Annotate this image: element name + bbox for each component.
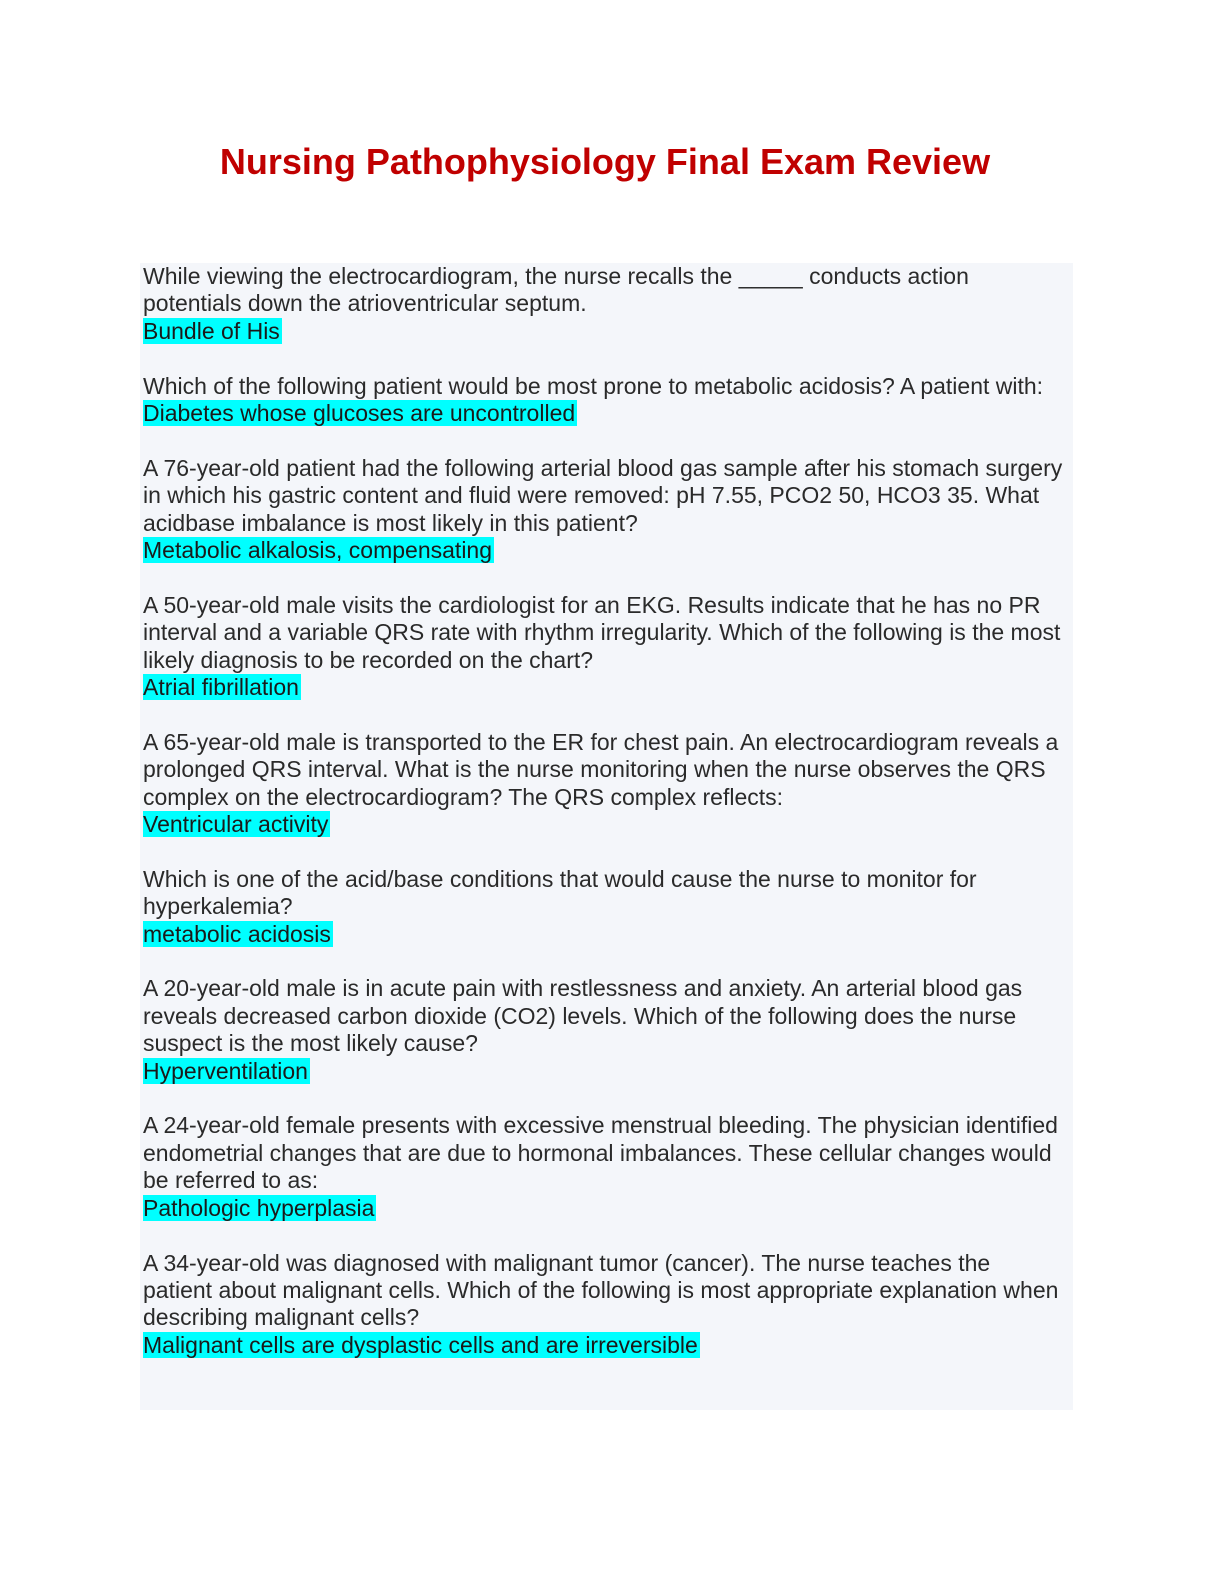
question-text: Which of the following patient would be most prone to metabolic acidosis? A patient with: [143,372,1044,399]
question-text: A 50-year-old male visits the cardiologist for an EKG. Results indicate that he has no PR interval and a variable QRS rate with rhythm irregularity. Which of the following is the most likely diagnosis to be recorded on the chart? [143,591,1061,673]
answer-highlight: Malignant cells are dysplastic cells and are irreversible [143,1331,698,1358]
document-title: Nursing Pathophysiology Final Exam Review [219,141,991,182]
qa-item-3 [143,455,1063,565]
qa-item-1 [143,263,1063,345]
qa-item-8 [143,1112,1063,1222]
qa-list [143,263,1063,1387]
answer-highlight: Metabolic alkalosis, compensating [143,537,493,564]
qa-item-5 [143,729,1063,839]
answer-highlight: metabolic acidosis [143,920,331,947]
answer-highlight: Ventricular activity [143,811,329,838]
qa-item-7 [143,975,1063,1085]
question-text: Which is one of the acid/base conditions that would cause the nurse to monitor for hyperkalemia? [143,865,977,920]
question-text: A 34-year-old was diagnosed with malignant tumor (cancer). The nurse teaches the patient about malignant cells. Which of the following is most appropriate explanation when describing malignant cells? [143,1249,1059,1331]
qa-item-6 [143,866,1063,948]
answer-highlight: Diabetes whose glucoses are uncontrolled [143,400,576,427]
question-text: A 24-year-old female presents with excessive menstrual bleeding. The physician identified endometrial changes that are due to hormonal imbalances. These cellular changes would be referred to as: [143,1112,1058,1194]
question-text: A 20-year-old male is in acute pain with restlessness and anxiety. An arterial blood gas reveals decreased carbon dioxide (CO2) levels. Which of the following does the nurse suspect is the most likely cause? [143,975,1023,1057]
qa-item-4 [143,592,1063,702]
answer-highlight: Bundle of His [143,317,280,344]
qa-item-9 [143,1250,1063,1360]
answer-highlight: Atrial fibrillation [143,674,299,701]
question-text: A 65-year-old male is transported to the ER for chest pain. An electrocardiogram reveals a prolonged QRS interval. What is the nurse monitoring when the nurse observes the QRS complex on the electrocardiogram? The QRS complex reflects: [143,728,1059,810]
answer-highlight: Pathologic hyperplasia [143,1194,375,1221]
question-text: While viewing the electrocardiogram, the nurse recalls the _____ conducts action potentials down the atrioventricular septum. [143,263,969,317]
qa-item-2 [143,373,1063,428]
question-text: A 76-year-old patient had the following arterial blood gas sample after his stomach surgery in which his gastric content and fluid were removed: pH 7.55, PCO2 50, HCO3 35. What acidbase imbalance is most likely in this patient? [143,454,1063,536]
answer-highlight: Hyperventilation [143,1057,308,1084]
